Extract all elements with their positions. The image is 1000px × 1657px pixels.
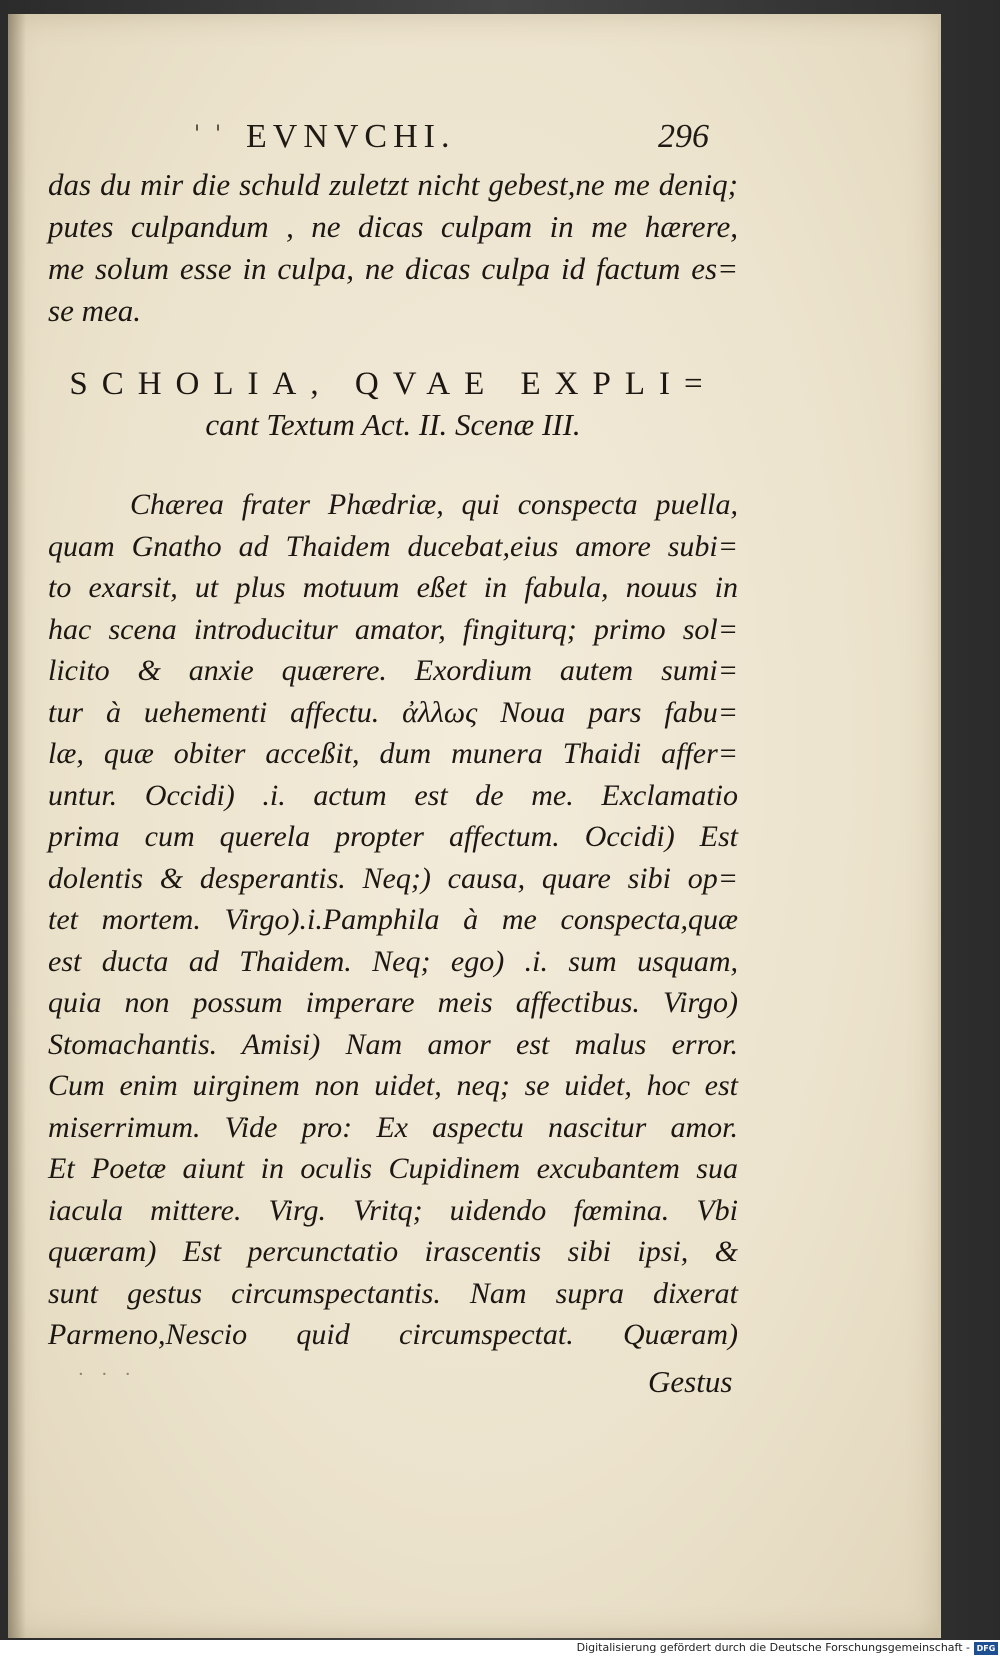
paper-specks: · · · bbox=[78, 1364, 137, 1385]
text-line: Stomachantis. Amisi) Nam amor est malus error. bbox=[48, 1027, 738, 1061]
text-line: prima cum querela propter affectum. Occidi) Est bbox=[48, 820, 738, 853]
running-head-title: EVNVCHI. bbox=[246, 118, 456, 155]
text-line: iacula mittere. Virg. Vritq; uidendo fœmina. Vbi bbox=[48, 1193, 738, 1227]
running-head-ornament: ' ' bbox=[194, 122, 226, 147]
footer-credit: Digitalisierung gefördert durch die Deutsche Forschungsgemeinschaft - bbox=[576, 1641, 970, 1654]
running-head bbox=[8, 118, 938, 168]
text-line: læ, quæ obiter acceßit, dum munera Thaidi affer= bbox=[48, 737, 738, 770]
dfg-logo-icon: DFG bbox=[974, 1642, 998, 1655]
heading-line-1: SCHOLIA, QVAE EXPLI= bbox=[69, 366, 717, 402]
top-paragraph bbox=[48, 164, 738, 332]
text-line: quam Gnatho ad Thaidem ducebat,eius amore subi= bbox=[48, 529, 738, 563]
text-line: to exarsit, ut plus motuum eßet in fabula, nouus in bbox=[48, 571, 738, 604]
text-line: licito & anxie quærere. Exordium autem sumi= bbox=[48, 654, 738, 687]
page-gutter-shadow bbox=[8, 14, 26, 1638]
text-line: me solum esse in culpa, ne dicas culpa id factum es= bbox=[48, 251, 738, 286]
text-line: tur à uehementi affectu. ἀλλως Noua pars fabu= bbox=[48, 695, 738, 729]
text-line: hac scena introducitur amator, fingiturq; primo sol= bbox=[48, 612, 738, 646]
text-line: Et Poetæ aiunt in oculis Cupidinem excubantem sua bbox=[48, 1152, 738, 1185]
digitization-footer bbox=[0, 1640, 1000, 1657]
heading-line-2: cant Textum Act. II. Scenæ III. bbox=[205, 407, 581, 442]
book-page bbox=[8, 14, 941, 1638]
text-line: sunt gestus circumspectantis. Nam supra dixerat bbox=[48, 1276, 738, 1310]
section-heading bbox=[48, 366, 738, 443]
text-line: Chærea frater Phædriæ, qui conspecta puella, bbox=[130, 488, 738, 521]
text-line: Cum enim uirginem non uidet, neq; se uidet, hoc est bbox=[48, 1069, 738, 1102]
text-line: putes culpandum , ne dicas culpam in me hærere, bbox=[48, 209, 738, 244]
text-line: est ducta ad Thaidem. Neq; ego) .i. sum usquam, bbox=[48, 944, 738, 978]
text-line: miserrimum. Vide pro: Ex aspectu nascitur amor. bbox=[48, 1110, 738, 1144]
page-number: 296 bbox=[658, 118, 709, 155]
catchword: Gestus bbox=[648, 1364, 733, 1399]
text-line: dolentis & desperantis. Neq;) causa, quare sibi op= bbox=[48, 861, 738, 895]
text-line: quia non possum imperare meis affectibus. Virgo) bbox=[48, 986, 738, 1019]
text-line: quæram) Est percunctatio irascentis sibi ipsi, & bbox=[48, 1235, 738, 1268]
main-paragraph bbox=[48, 484, 738, 1356]
text-line: untur. Occidi) .i. actum est de me. Exclamatio bbox=[48, 778, 738, 812]
text-line: das du mir die schuld zuletzt nicht gebest,ne me deniq; bbox=[48, 167, 738, 202]
text-line: se mea. bbox=[48, 293, 141, 328]
text-line: tet mortem. Virgo).i.Pamphila à me conspecta,quæ bbox=[48, 903, 738, 936]
text-line: Parmeno,Nescio quid circumspectat. Quæram) bbox=[48, 1318, 738, 1351]
